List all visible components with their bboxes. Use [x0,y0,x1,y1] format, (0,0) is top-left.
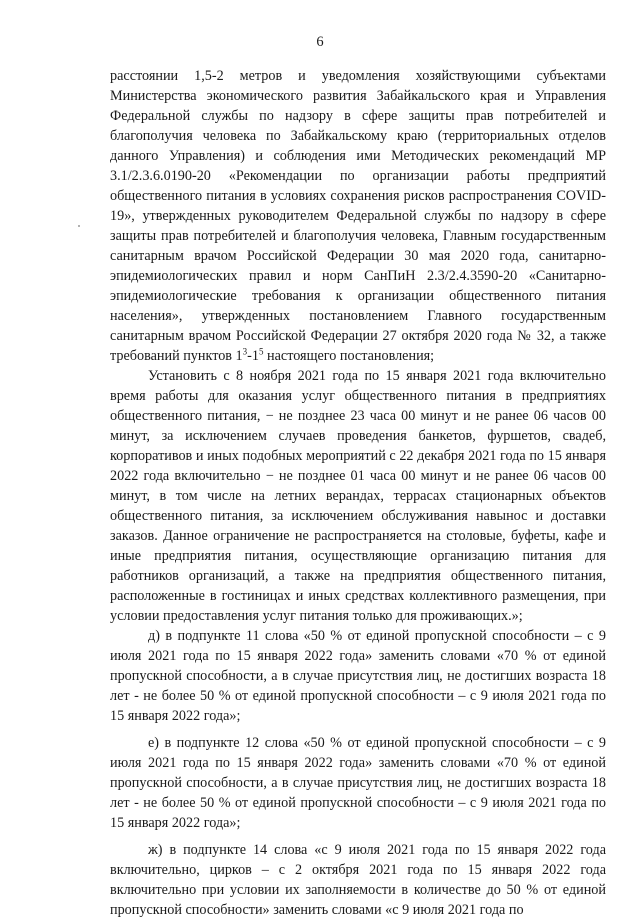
document-body [110,66,606,920]
page-number: 6 [316,34,324,50]
scan-artifact [78,225,80,227]
paragraph-continued [110,66,606,366]
paragraph-subitem-zh: ж) в подпункте 14 слова «с 9 июля 2021 года по 15 января 2022 года включительно, цирков – с 2 октября 2021 года по 15 января 2022 года включительно при условии их заполняемости в количестве до 50 % от единой пропускной способности» заменить словами «с 9 июля 2021 года по [110,842,606,918]
superscript: 5 [258,346,264,357]
paragraph-text: настоящего постановления; [263,348,435,364]
superscript: 3 [242,346,248,357]
paragraph-subitem-e: е) в подпункте 12 слова «50 % от единой пропускной способности – с 9 июля 2021 года по 15 января 2022 года» заменить словами «70 % от единой пропускной способности, а в случае присутствия лиц, не достигших возраста 18 лет - не более 50 % от единой пропускной способности – с 9 июля 2021 года по 15 января 2022 года»; [110,735,606,831]
paragraph-subitem-d: д) в подпункте 11 слова «50 % от единой пропускной способности – с 9 июля 2021 года по 15 января 2022 года» заменить словами «70 % от единой пропускной способности, а в случае присутствия лиц, не достигших возраста 18 лет - не более 50 % от единой пропускной способности – с 9 июля 2021 года по 15 января 2022 года»; [110,628,606,724]
paragraph-text: -1 [247,348,259,364]
paragraph-text: расстоянии 1,5-2 метров и уведомления хозяйствующими субъектами Министерства экономического развития Забайкальского края и Управления Федеральной службы по надзору в сфере защиты прав потребителей и благополучия человека по Забайкальскому краю (территориальных отделов данного Управления) и соблюдения ими Методических рекомендаций МР 3.1/2.3.6.0190-20 «Рекомендации по организации работы предприятий общественного питания в условиях сохранения рисков распространения COVID-19», утвержденных руководителем Федеральной службы по надзору в сфере защиты прав потребителей и благополучия человека, Главным государственным санитарным врачом Российской Федерации 30 мая 2020 года, санитарно-эпидемиологических правил и норм СанПиН 2.3/2.4.3590-20 «Санитарно-эпидемиологические требования к организации общественного питания населения», утвержденных постановлением Главного государственным санитарным врачом Российской Федерации 27 октября 2020 года № 32, а также требований пунктов 1 [110,68,606,364]
paragraph-working-hours: Установить с 8 ноября 2021 года по 15 января 2021 года включительно время работы для оказания услуг общественного питания в предприятиях общественного питания, − не позднее 23 часа 00 минут и не ранее 06 часов 00 минут, за исключением случаев проведения банкетов, фуршетов, свадеб, корпоративов и иных подобных мероприятий с 22 декабря 2021 года по 15 января 2022 года включительно − не позднее 01 часа 00 минут и не ранее 06 часов 00 минут, в том числе на летних верандах, террасах стационарных объектов общественного питания, за исключением обслуживания навынос и доставки заказов. Данное ограничение не распространяется на столовые, буфеты, кафе и иные предприятия питания, осуществляющие организацию питания для работников организаций, а также на предприятия общественного питания, расположенные в гостиницах и иных средствах коллективного размещения, при условии предоставления услуг питания только для проживающих.»; [110,368,606,624]
